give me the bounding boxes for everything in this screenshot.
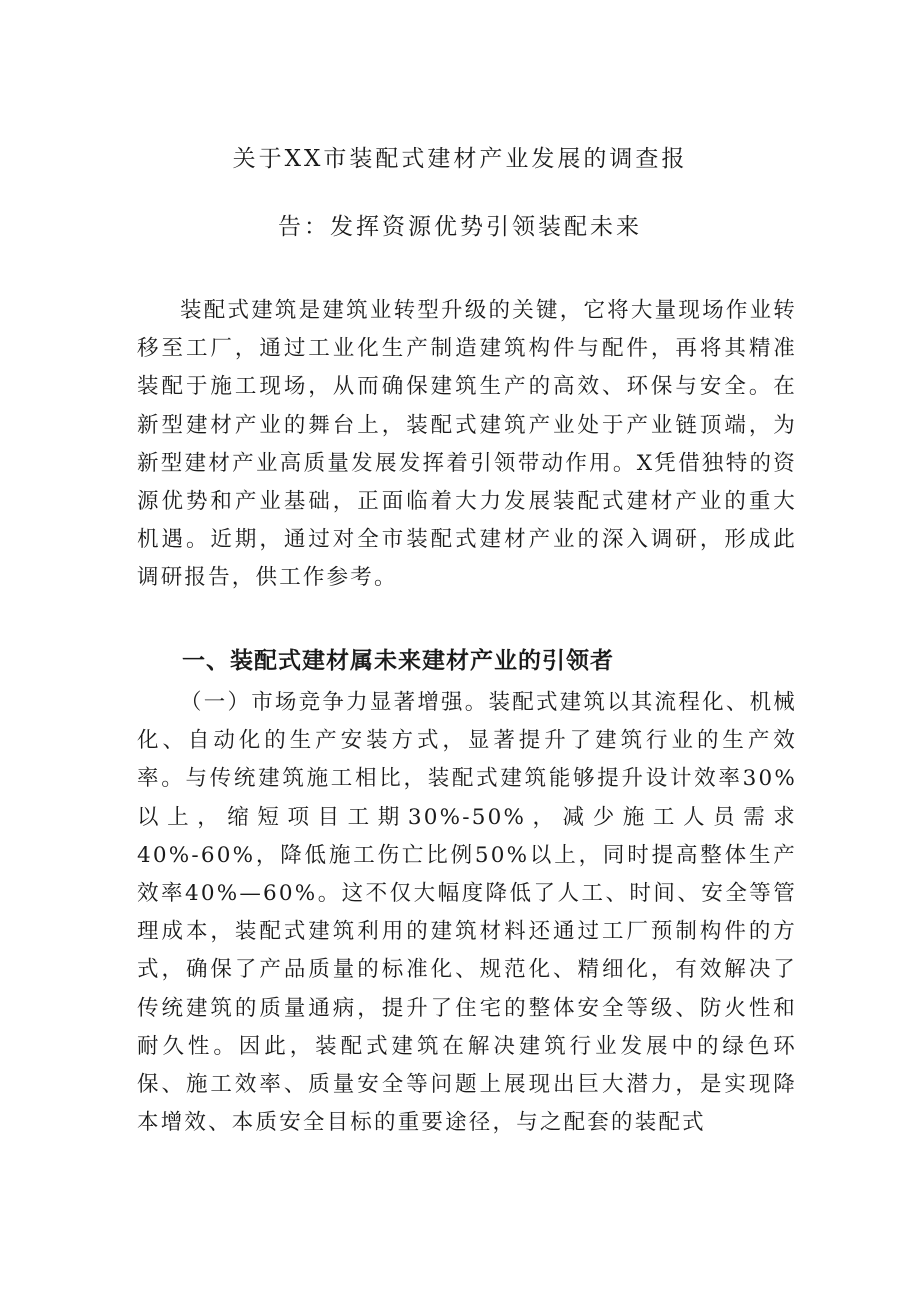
- document-title-line-1: 关于XX市装配式建材产业发展的调查报: [232, 146, 688, 172]
- document-title-line-2: 告：发挥资源优势引领装配未来: [278, 214, 642, 240]
- intro-paragraph: 装配式建筑是建筑业转型升级的关键，它将大量现场作业转移至工厂，通过工业化生产制造建筑构件与配件，再将其精准装配于施工现场，从而确保建筑生产的高效、环保与安全。在新型建材产业的舞台上，装配式建筑产业处于产业链顶端，为新型建材产业高质量发展发挥着引领带动作用。X凭借独特的资源优势和产业基础，正面临着大力发展装配式建材产业的重大机遇。近期，通过对全市装配式建材产业的深入调研，形成此调研报告，供工作参考。: [137, 298, 797, 591]
- section-heading-1: 一、装配式建材属未来建材产业的引领者: [182, 648, 614, 674]
- section-1-paragraph-1: （一）市场竞争力显著增强。装配式建筑以其流程化、机械化、自动化的生产安装方式，显著提升了建筑行业的生产效率。与传统建筑施工相比，装配式建筑能够提升设计效率30%以上，缩短项目工期30%-50%，减少施工人员需求40%-60%，降低施工伤亡比例50%以上，同时提高整体生产效率40%—60%。这不仅大幅度降低了人工、时间、安全等管理成本，装配式建筑利用的建筑材料还通过工厂预制构件的方式，确保了产品质量的标准化、规范化、精细化，有效解决了传统建筑的质量通病，提升了住宅的整体安全等级、防火性和耐久性。因此，装配式建筑在解决建筑行业发展中的绿色环保、施工效率、质量安全等问题上展现出巨大潜力，是实现降本增效、本质安全目标的重要途径，与之配套的装配式: [137, 690, 797, 1136]
